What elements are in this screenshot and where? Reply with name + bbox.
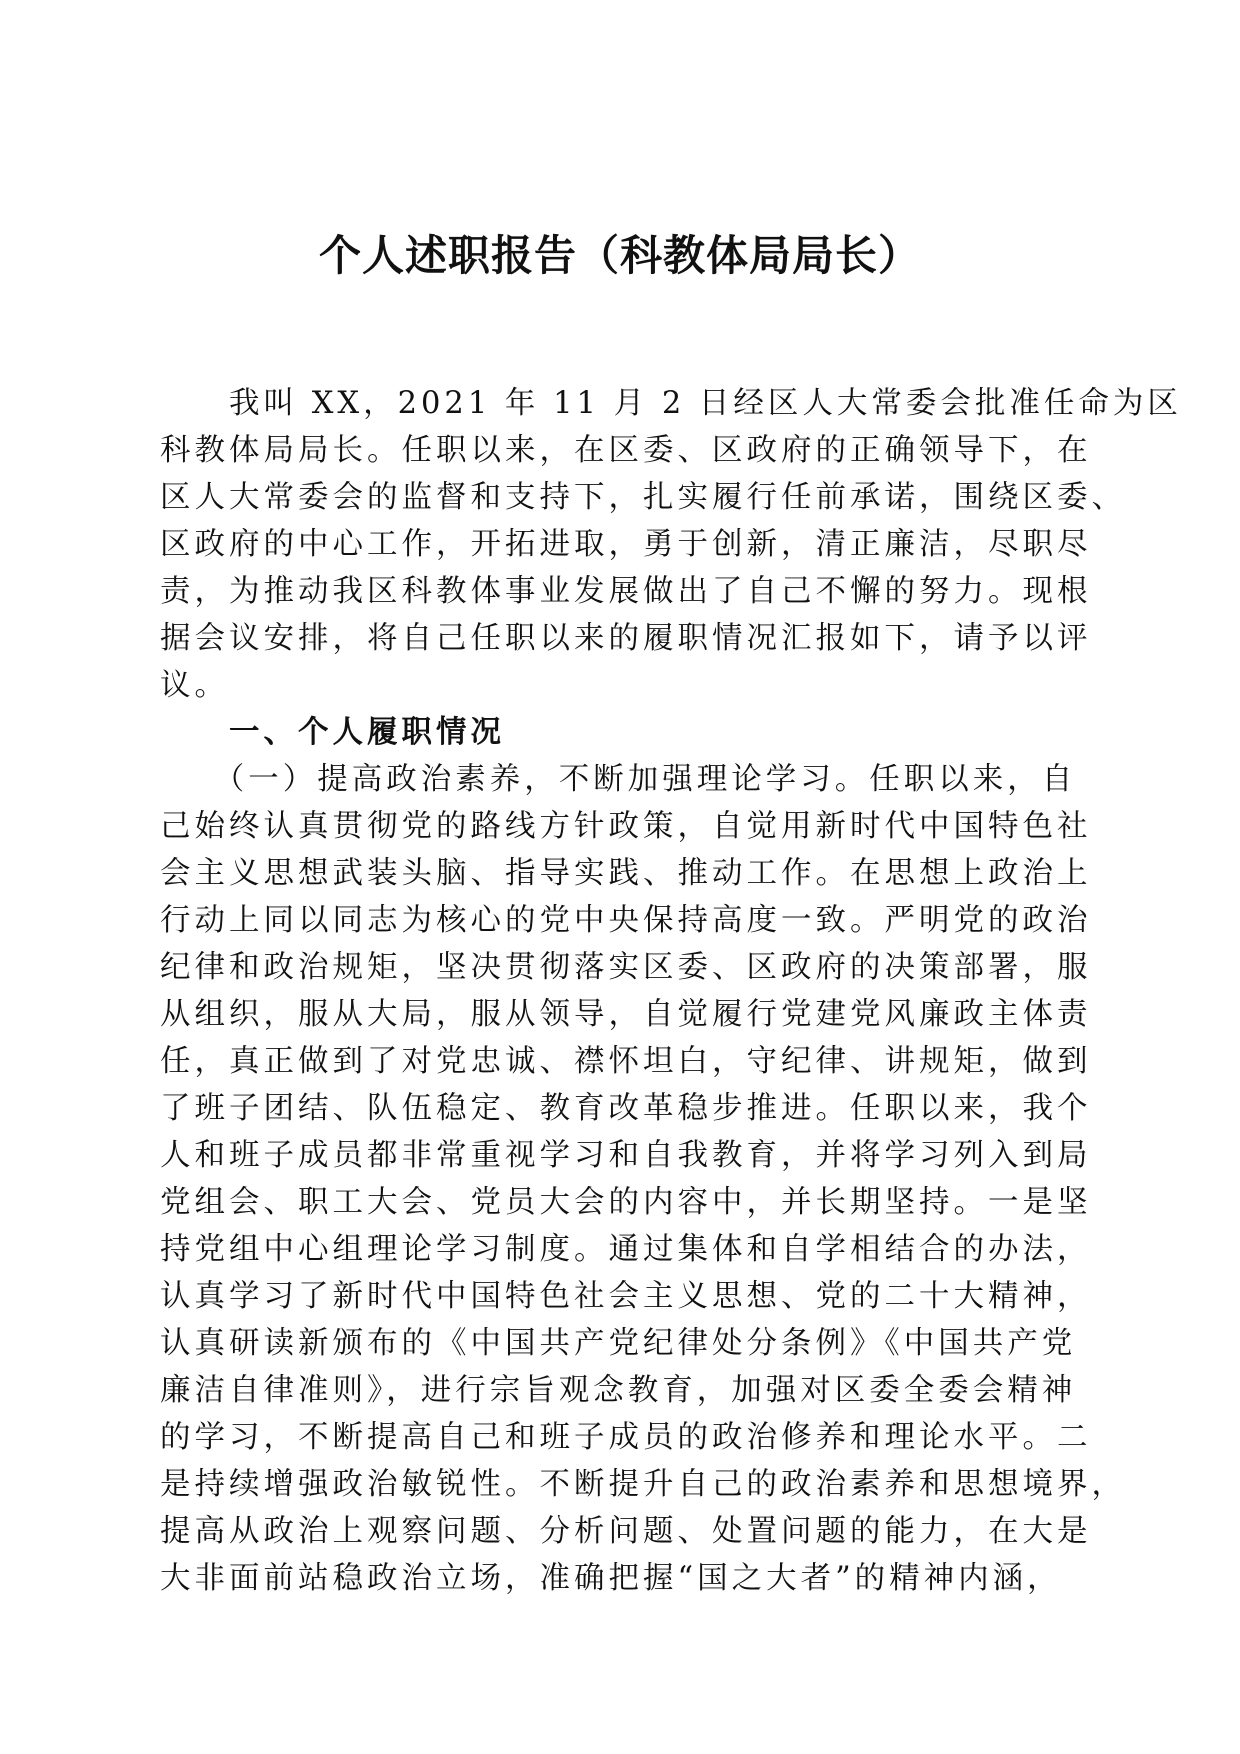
body-line: 议。 [160,668,229,703]
body-line: 人和班子成员都非常重视学习和自我教育，并将学习列入到局 [160,1138,1092,1173]
body-line: 了班子团结、队伍稳定、教育改革稳步推进。任职以来，我个 [160,1091,1092,1126]
body-line: （一）提高政治素养，不断加强理论学习。任职以来，自 [160,762,1077,797]
body-line: 从组织，服从大局，服从领导，自觉履行党建党风廉政主体责 [160,997,1092,1032]
body-line: 会主义思想武装头脑、指导实践、推动工作。在思想上政治上 [160,856,1092,891]
body-line: 我叫 XX，2021 年 11 月 2 日经区人大常委会批准任命为区 [160,386,1182,421]
body-line: 大非面前站稳政治立场，准确把握“国之大者”的精神内涵， [160,1561,1062,1596]
body-line: 行动上同以同志为核心的党中央保持高度一致。严明党的政治 [160,903,1092,938]
body-line: 任，真正做到了对党忠诚、襟怀坦白，守纪律、讲规矩，做到 [160,1044,1092,1079]
body-line: 廉洁自律准则》，进行宗旨观念教育，加强对区委全委会精神 [160,1373,1077,1408]
body-line: 区政府的中心工作，开拓进取，勇于创新，清正廉洁，尽职尽 [160,527,1092,562]
body-line: 认真学习了新时代中国特色社会主义思想、党的二十大精神， [160,1279,1092,1314]
body-line: 认真研读新颁布的《中国共产党纪律处分条例》《中国共产党 [160,1326,1077,1361]
document-title: 个人述职报告（科教体局局长） [318,231,921,280]
body-line: 责，为推动我区科教体事业发展做出了自己不懈的努力。现根 [160,574,1092,609]
body-line: 区人大常委会的监督和支持下，扎实履行任前承诺，围绕区委、 [160,480,1126,515]
section-heading: 一、个人履职情况 [160,714,505,750]
body-line: 科教体局局长。任职以来，在区委、区政府的正确领导下，在 [160,433,1092,468]
body-line: 是持续增强政治敏锐性。不断提升自己的政治素养和思想境界， [160,1467,1126,1502]
body-line: 提高从政治上观察问题、分析问题、处置问题的能力，在大是 [160,1514,1092,1549]
body-line: 己始终认真贯彻党的路线方针政策，自觉用新时代中国特色社 [160,809,1092,844]
body-line: 纪律和政治规矩，坚决贯彻落实区委、区政府的决策部署，服 [160,950,1092,985]
document-body [160,380,1182,1602]
body-line: 据会议安排，将自己任职以来的履职情况汇报如下，请予以评 [160,621,1092,656]
body-line: 党组会、职工大会、党员大会的内容中，并长期坚持。一是坚 [160,1185,1092,1220]
body-line: 的学习，不断提高自己和班子成员的政治修养和理论水平。二 [160,1420,1092,1455]
body-line: 持党组中心组理论学习制度。通过集体和自学相结合的办法， [160,1232,1092,1267]
